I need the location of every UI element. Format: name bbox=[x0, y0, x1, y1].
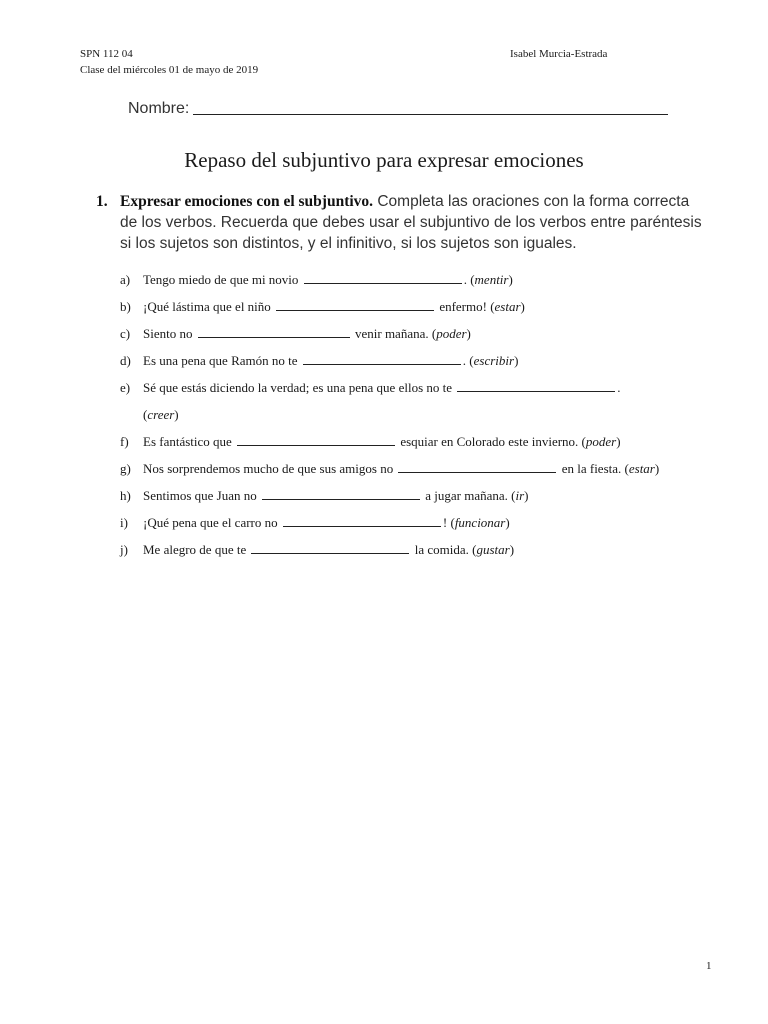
list-item bbox=[120, 325, 740, 352]
item-verb: gustar bbox=[476, 542, 510, 557]
list-item bbox=[120, 460, 740, 487]
answer-blank[interactable] bbox=[251, 541, 409, 554]
item-verb: mentir bbox=[474, 272, 509, 287]
item-text-after: la comida. ( bbox=[411, 542, 477, 557]
exercise-instructions bbox=[96, 191, 706, 254]
item-letter: h) bbox=[120, 488, 131, 503]
item-close: ) bbox=[520, 299, 525, 314]
item-verb: creer bbox=[147, 407, 175, 422]
item-text-after: venir mañana. ( bbox=[351, 326, 437, 341]
item-letter: i) bbox=[120, 515, 128, 530]
item-verb: estar bbox=[494, 299, 521, 314]
item-letter: e) bbox=[120, 380, 131, 395]
item-text-after: esquiar en Colorado este invierno. ( bbox=[397, 434, 586, 449]
list-item bbox=[120, 514, 740, 541]
item-close: ) bbox=[514, 353, 519, 368]
item-verb: poder bbox=[436, 326, 467, 341]
item-verb: escribir bbox=[473, 353, 515, 368]
item-close: ) bbox=[508, 272, 513, 287]
course-code: SPN 112 04 bbox=[80, 48, 133, 60]
item-text-after: a jugar mañana. ( bbox=[422, 488, 516, 503]
item-letter: b) bbox=[120, 299, 131, 314]
exercise-heading: Expresar emociones con el subjuntivo. bbox=[120, 193, 374, 210]
item-close: ) bbox=[505, 515, 510, 530]
answer-blank[interactable] bbox=[283, 514, 441, 527]
list-item bbox=[120, 298, 740, 325]
item-text-after: . ( bbox=[463, 272, 475, 287]
item-text-before: Tengo miedo de que mi novio bbox=[143, 272, 302, 287]
list-item bbox=[120, 352, 740, 379]
exercise-items bbox=[120, 271, 740, 568]
item-verb: poder bbox=[585, 434, 617, 449]
page-number: 1 bbox=[706, 960, 712, 972]
item-text-before: Nos sorprendemos mucho de que sus amigos no bbox=[143, 461, 397, 476]
answer-blank[interactable] bbox=[457, 379, 615, 392]
answer-blank[interactable] bbox=[398, 460, 556, 473]
item-text-before: ¡Qué lástima que el niño bbox=[143, 299, 275, 314]
exercise-number: 1. bbox=[96, 193, 108, 210]
item-letter: f) bbox=[120, 434, 129, 449]
answer-blank[interactable] bbox=[303, 352, 461, 365]
item-letter: g) bbox=[120, 461, 131, 476]
item-text-after: . ( bbox=[462, 353, 474, 368]
answer-blank[interactable] bbox=[262, 487, 420, 500]
name-label: Nombre: bbox=[128, 100, 190, 117]
answer-blank[interactable] bbox=[198, 325, 350, 338]
item-text-after: en la fiesta. ( bbox=[558, 461, 629, 476]
item-close: ) bbox=[509, 542, 515, 557]
item-close: ) bbox=[174, 407, 179, 422]
item-letter: c) bbox=[120, 326, 131, 341]
item-letter: j) bbox=[120, 542, 128, 557]
list-item bbox=[120, 433, 740, 460]
item-text-before: ¡Qué pena que el carro no bbox=[143, 515, 281, 530]
item-text-after: enfermo! ( bbox=[436, 299, 495, 314]
class-date: Clase del miércoles 01 de mayo de 2019 bbox=[80, 64, 259, 76]
item-close: ) bbox=[616, 434, 621, 449]
header-left bbox=[80, 46, 258, 78]
item-close: ) bbox=[524, 488, 529, 503]
item-text-before: Es fantástico que bbox=[143, 434, 236, 449]
item-text-before: Es una pena que Ramón no te bbox=[143, 353, 301, 368]
list-item bbox=[120, 379, 740, 433]
exercise-instruction-text: Completa las oraciones con la forma correcta de los verbos. Recuerda que debes usar el subjuntivo de los verbos entre paréntesis si los sujetos son distintos, y el infinitivo, si los sujetos son iguales. bbox=[120, 193, 702, 252]
answer-blank[interactable] bbox=[276, 298, 434, 311]
item-close: ) bbox=[466, 326, 471, 341]
item-letter: a) bbox=[120, 272, 131, 287]
name-field-row bbox=[128, 98, 668, 118]
answer-blank[interactable] bbox=[304, 271, 462, 284]
item-close: ) bbox=[654, 461, 660, 476]
item-open: ( bbox=[143, 407, 148, 422]
item-text-before: Me alegro de que te bbox=[143, 542, 250, 557]
answer-blank[interactable] bbox=[237, 433, 395, 446]
item-text-before: Siento no bbox=[143, 326, 196, 341]
list-item bbox=[120, 271, 740, 298]
instructor-name: Isabel Murcia-Estrada bbox=[510, 48, 608, 60]
item-letter: d) bbox=[120, 353, 131, 368]
list-item bbox=[120, 487, 740, 514]
item-verb: funcionar bbox=[454, 515, 506, 530]
item-verb: estar bbox=[628, 461, 655, 476]
item-text-after: ! ( bbox=[442, 515, 455, 530]
page-title: Repaso del subjuntivo para expresar emociones bbox=[184, 148, 584, 172]
list-item bbox=[120, 541, 740, 568]
item-verb: ir bbox=[515, 488, 525, 503]
item-text-before: Sé que estás diciendo la verdad; es una pena que ellos no te bbox=[143, 380, 456, 395]
name-blank-line[interactable] bbox=[193, 98, 668, 115]
item-text-before: Sentimos que Juan no bbox=[143, 488, 260, 503]
item-text-after: . bbox=[617, 380, 621, 395]
